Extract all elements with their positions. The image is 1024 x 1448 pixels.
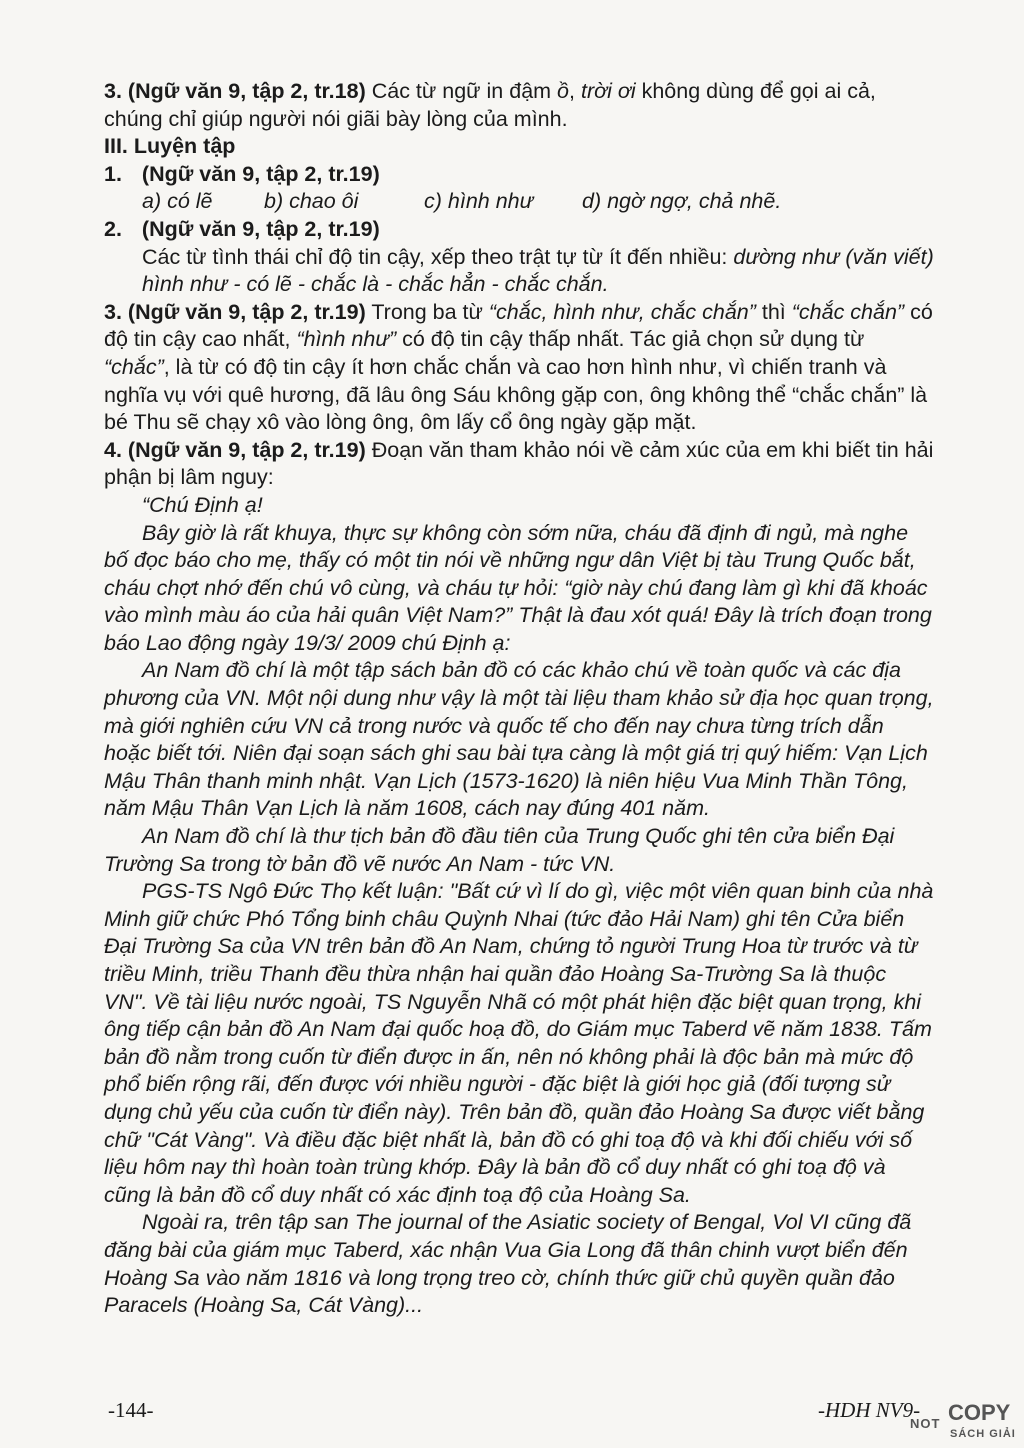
document-body (104, 78, 934, 1320)
letter-paragraph: An Nam đồ chí là một tập sách bản đồ có các khảo chú về toàn quốc và các địa phương của VN. Một nội dung như vậy là một tài liệu tham khảo sử địa học quan trọng, mà giới nghiên cứu VN cả trong nước và quốc tế cho đến nay chưa từng trích dẫn hoặc biết tới. Niên đại soạn sách ghi sau bài tựa càng là một giá trị quý hiếm: Vạn Lịch Mậu Thân thanh minh nhật. Vạn Lịch (1573-1620) là niên hiệu Vua Minh Thần Tông, năm Mậu Thân Vạn Lịch là năm 1608, cách nay đúng 401 năm. (104, 658, 934, 821)
practice-1-options (104, 188, 934, 216)
option-d: d) ngờ ngợ, chả nhẽ. (582, 189, 782, 214)
practice-3: 3. (Ngữ văn 9, tập 2, tr.19) Trong ba từ “chắc, hình như, chắc chắn” thì “chắc chắn” có độ tin cậy cao nhất, “hình như” có độ tin cậy thấp nhất. Tác giả chọn sử dụng từ “chắc”, là từ có độ tin cậy ít hơn chắc chắn và cao hơn hình như, vì chiến tranh và nghĩa vụ với quê hương, đã lâu ông Sáu không gặp con, ông không thể “chắc chắn” là bé Thu sẽ chạy xô vào lòng ông, ôm lấy cổ ông ngày gặp mặt. (104, 299, 933, 435)
section-title: III. Luyện tập (104, 134, 236, 159)
watermark-sach-giai: SÁCH GIẢI (950, 1428, 1016, 1440)
watermark-not: NOT (910, 1416, 941, 1431)
option-a: a) có lẽ (142, 189, 213, 214)
letter-paragraph: Ngoài ra, trên tập san The journal of the Asiatic society of Bengal, Vol VI cũng đã đăng bài của giám mục Taberd, xác nhận Vua Gia Long đã thân chinh vượt biển đến Hoàng Sa vào năm 1816 và long trọng treo cờ, chính thức giữ chủ quyền quần đảo Paracels (Hoàng Sa, Cát Vàng)... (104, 1210, 912, 1318)
practice-2: 2. (Ngữ văn 9, tập 2, tr.19) (104, 216, 380, 241)
footer-book-code: -HDH NV9- (818, 1398, 921, 1422)
answer-number: 3. (104, 79, 122, 103)
letter-greeting: “Chú Định ạ! (142, 492, 263, 517)
option-c: c) hình như (424, 189, 534, 214)
letter-paragraph: An Nam đồ chí là thư tịch bản đồ đầu tiên của Trung Quốc ghi tên cửa biển Đại Trường Sa trong tờ bản đồ vẽ nước An Nam - tức VN. (104, 824, 895, 876)
answer-3-tr18: 3. (Ngữ văn 9, tập 2, tr.18) Các từ ngữ in đậm ồ, trời ơi không dùng để gọi ai cả, chúng chỉ giúp người nói giãi bày lòng của mình. (104, 79, 876, 131)
practice-1: 1. (Ngữ văn 9, tập 2, tr.19) (104, 161, 380, 186)
watermark-logo (910, 1400, 1016, 1444)
practice-2-answer: Các từ tình thái chỉ độ tin cậy, xếp theo trật tự từ ít đến nhiều: dường như (văn viết) hình như - có lẽ - chắc là - chắc hẳn - chắc chắn. (142, 244, 934, 297)
letter-paragraph: Bây giờ là rất khuya, thực sự không còn sớm nữa, cháu đã định đi ngủ, mà nghe bố đọc báo cho mẹ, thấy có một tin nói về những ngư dân Việt bị tàu Trung Quốc bắt, cháu chợt nhớ đến chú vô cùng, và cháu tự hỏi: “giờ này chú đang làm gì khi đã khoác vào mình màu áo của hải quân Việt Nam?” Thật là đau xót quá! Đây là trích đoạn trong báo Lao động ngày 19/3/ 2009 chú Định ạ: (104, 520, 932, 655)
page-number: -144- (108, 1398, 154, 1422)
practice-4: 4. (Ngữ văn 9, tập 2, tr.19) Đoạn văn tham khảo nói về cảm xúc của em khi biết tin hải phận bị lâm nguy: (104, 437, 934, 490)
letter-paragraph: PGS-TS Ngô Đức Thọ kết luận: "Bất cứ vì lí do gì, việc một viên quan binh của nhà Minh giữ chức Phó Tổng binh châu Quỳnh Nhai (tức đảo Hải Nam) ghi tên Cửa biển Đại Trường Sa của VN trên bản đồ An Nam, chứng tỏ người Trung Hoa từ trước và từ triều Minh, triều Thanh đều thừa nhận hai quần đảo Hoàng Sa-Trường Sa là thuộc VN". Về tài liệu nước ngoài, TS Nguyễn Nhã có một phát hiện đặc biệt quan trọng, khi ông tiếp cận bản đồ An Nam đại quốc hoạ đồ, do Giám mục Taberd vẽ năm 1838. Tấm bản đồ nằm trong cuốn từ điển được in ấn, nên nó không phải là độc bản mà mức độ phổ biến rộng rãi, đến được với nhiều người - đặc biệt là giới học giả (đối tượng sử dụng chủ yếu của cuốn từ điển này). Trên bản đồ, quần đảo Hoàng Sa được viết bằng chữ "Cát Vàng". Và điều đặc biệt nhất là, bản đồ có ghi toạ độ và khi đối chiếu với số liệu hôm nay thì hoàn toàn trùng khớp. Đây là bản đồ cổ duy nhất có ghi toạ độ và cũng là bản đồ cổ duy nhất có xác định toạ độ của Hoàng Sa. (104, 879, 934, 1207)
answer-reference: (Ngữ văn 9, tập 2, tr.18) (127, 79, 366, 103)
option-b: b) chao ôi (264, 189, 359, 214)
watermark-copy: COPY (948, 1400, 1011, 1425)
